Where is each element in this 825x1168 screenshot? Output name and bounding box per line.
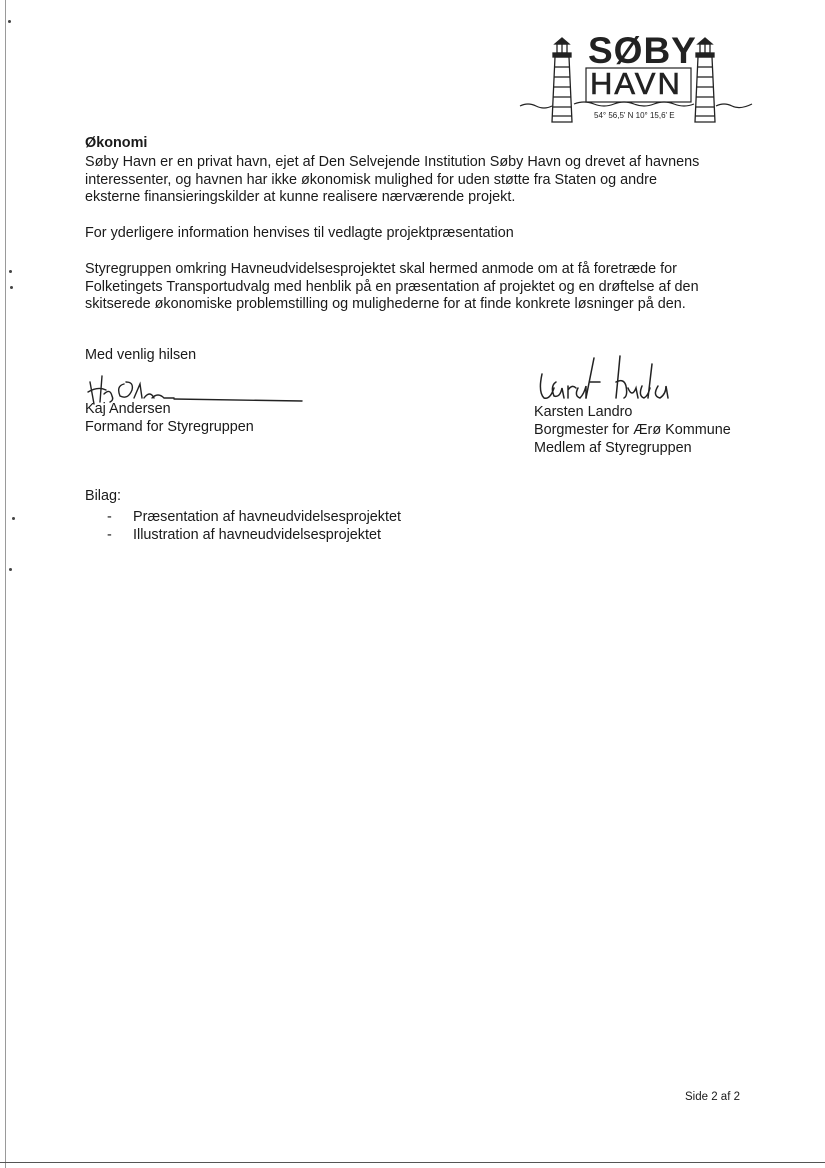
soby-havn-logo [518, 32, 756, 128]
list-bullet: - [107, 527, 112, 543]
paragraph-line: interessenter, og havnen har ikke økonomisk mulighed for uden støtte fra Staten og andre [85, 171, 657, 188]
scan-speck [12, 517, 15, 520]
scan-speck [8, 20, 11, 23]
paragraph-line: Styregruppen omkring Havneudvidelsesprojektet skal hermed anmode om at få foretræde for [85, 261, 677, 277]
scan-speck [9, 270, 12, 273]
signatory-right-title: Borgmester for Ærø Kommune [534, 422, 731, 438]
attachments-label: Bilag: [85, 488, 121, 504]
attachment-title: Illustration af havneudvidelsesprojektet [133, 527, 381, 543]
paragraph-financing [85, 154, 765, 207]
page-number: Side 2 af 2 [685, 1091, 740, 1103]
paragraph-line: Søby Havn er en privat havn, ejet af Den Selvejende Institution Søby Havn og drevet af havnens [85, 154, 700, 170]
signatory-right-name: Karsten Landro [534, 404, 633, 420]
paragraph-line: Folketingets Transportudvalg med henblik på en præsentation af projektet og en drøftelse af den [85, 278, 699, 295]
scan-bottom-edge [0, 1162, 825, 1163]
signatory-left-name: Kaj Andersen [85, 401, 171, 417]
paragraph-line: For yderligere information henvises til vedlagte projektpræsentation [85, 225, 514, 241]
logo-text-soby: SØBY [588, 30, 697, 71]
logo-text-havn: HAVN [590, 66, 682, 101]
paragraph-line: skitserede økonomiske problemstilling og mulighederne for at finde konkrete løsninger på den. [85, 296, 686, 312]
signatory-left-title: Formand for Styregruppen [85, 419, 254, 435]
list-bullet: - [107, 509, 112, 525]
signature-karsten-landro [534, 352, 674, 404]
paragraph-information [85, 225, 765, 243]
paragraph-request [85, 261, 765, 314]
paragraph-line: eksterne finansieringskilder at kunne realisere nærværende projekt. [85, 189, 516, 205]
attachment-title: Præsentation af havneudvidelsesprojektet [133, 509, 401, 525]
scan-edge-line [5, 0, 6, 1168]
scan-speck [9, 568, 12, 571]
signatory-right-role: Medlem af Styregruppen [534, 440, 692, 456]
scan-speck [10, 286, 13, 289]
section-heading: Økonomi [85, 135, 148, 151]
logo-coordinates: 54° 56,5' N 10° 15,6' E [594, 111, 675, 120]
closing-greeting: Med venlig hilsen [85, 347, 197, 363]
